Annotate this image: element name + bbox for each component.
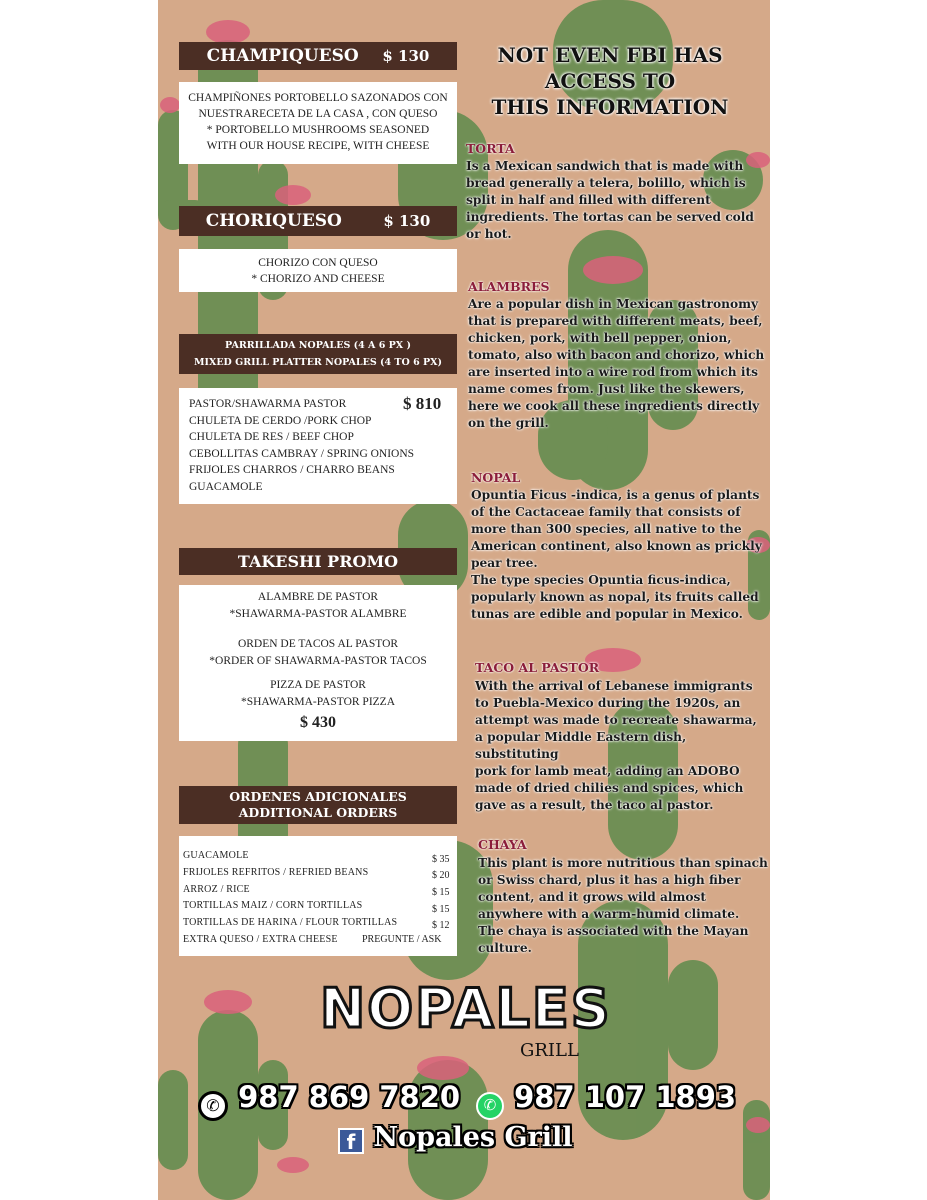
- facebook-name: Nopales Grill: [373, 1122, 573, 1153]
- choriqueso-title: CHORIQUESO: [205, 211, 342, 231]
- takeshi-item1-en: *SHAWARMA-PASTOR ALAMBRE: [229, 607, 407, 620]
- parrillada-item: PASTOR/SHAWARMA PASTOR: [189, 398, 347, 410]
- adicionales-box: [179, 836, 457, 956]
- adicionales-title-en: ADDITIONAL ORDERS: [238, 805, 398, 820]
- brand-logo: [320, 978, 610, 1044]
- taco-pastor-body: With the arrival of Lebanese immigrants to Puebla-Mexico during the 1920s, an attempt was made to recreate shawarma, a popular Middle Eastern dish, substituting pork for lamb meat, adding an ADOBO made of dried chilies and spices, which gave as a result, the taco al pastor.: [475, 679, 757, 812]
- champiqueso-header: [179, 42, 457, 70]
- champiqueso-desc-es: CHAMPIÑONES PORTOBELLO SAZONADOS CON NUESTRARECETA DE LA CASA , CON QUESO: [188, 92, 448, 120]
- nopal-body: Opuntia Ficus -indica, is a genus of plants of the Cactaceae family that consists of more than 300 species, all native to the American continent, also known as prickly pear tree. The type species Opuntia ficus-indica, popularly known as nopal, its fruits called tunas are edible and popular in Mexico.: [471, 488, 762, 621]
- torta-title: TORTA: [466, 141, 515, 156]
- takeshi-title: TAKESHI PROMO: [237, 552, 399, 571]
- whatsapp-contact[interactable]: [476, 1080, 736, 1120]
- takeshi-item2-es: ORDEN DE TACOS AL PASTOR: [237, 638, 399, 650]
- alambres-title: ALAMBRES: [468, 279, 550, 294]
- nopal-title: NOPAL: [471, 470, 521, 485]
- parrillada-price: $ 810: [403, 394, 442, 413]
- additional-order-name: FRIJOLES REFRITOS / REFRIED BEANS: [183, 866, 369, 878]
- champiqueso-title: CHAMPIQUESO: [206, 46, 359, 66]
- chaya-body: This plant is more nutritious than spinach or Swiss chard, plus it has a high fiber content, and it grows wild almost anywhere with a warm-humid climate. The chaya is associated with the Mayan culture.: [478, 856, 768, 955]
- champiqueso-desc-en: * PORTOBELLO MUSHROOMS SEASONED WITH OUR HOUSE RECIPE, WITH CHEESE: [206, 124, 430, 152]
- facebook-contact[interactable]: [338, 1122, 573, 1154]
- additional-order-row: [183, 917, 397, 928]
- additional-order-price: $ 15: [432, 887, 450, 898]
- additional-order-name: EXTRA QUESO / EXTRA CHEESE: [183, 934, 338, 945]
- takeshi-item2-en: *ORDER OF SHAWARMA-PASTOR TACOS: [209, 654, 427, 667]
- menu-panel: [158, 0, 770, 1200]
- additional-order-price: $ 35: [432, 854, 450, 865]
- secret-headline: NOT EVEN FBI HAS ACCESS TO THIS INFORMATION: [491, 43, 729, 119]
- additional-order-name: GUACAMOLE: [183, 850, 249, 861]
- parrillada-item: CHULETA DE CERDO /PORK CHOP: [189, 414, 372, 427]
- choriqueso-header: [179, 206, 457, 236]
- additional-order-name: TORTILLAS MAIZ / CORN TORTILLAS: [183, 900, 363, 912]
- brand-sub: GRILL: [520, 1040, 579, 1061]
- choriqueso-price: $ 130: [383, 212, 431, 230]
- brand-name: NOPALES: [320, 977, 612, 1040]
- choriqueso-box: [179, 249, 457, 292]
- takeshi-box: [179, 585, 457, 741]
- additional-order-row: [183, 867, 368, 878]
- additional-order-name: TORTILLAS DE HARINA / FLOUR TORTILLAS: [183, 917, 398, 929]
- alambres-body: Are a popular dish in Mexican gastronomy that is prepared with different meats, beef, chicken, pork, with bell pepper, onion, tomato, also with bacon and chorizo, which are inserted into a wire rod from which its name comes from. Just like the skewers, here we cook all these ingredients directly on the grill.: [468, 297, 765, 430]
- champiqueso-box: [179, 82, 457, 164]
- chaya-title: CHAYA: [478, 837, 527, 852]
- parrillada-item: CEBOLLITAS CAMBRAY / SPRING ONIONS: [189, 447, 415, 460]
- torta-body: Is a Mexican sandwich that is made with bread generally a telera, bolillo, which is split in half and filled with different ingredients. The tortas can be served cold or hot.: [466, 159, 754, 241]
- facebook-icon: f: [338, 1128, 364, 1154]
- additional-order-price: $ 15: [432, 904, 450, 915]
- parrillada-header: [179, 334, 457, 374]
- takeshi-item3-es: PIZZA DE PASTOR: [270, 679, 366, 691]
- additional-order-row: [183, 934, 338, 945]
- takeshi-item1-es: ALAMBRE DE PASTOR: [257, 591, 379, 603]
- parrillada-item: GUACAMOLE: [189, 480, 263, 493]
- parrillada-item: FRIJOLES CHARROS / CHARRO BEANS: [189, 464, 395, 476]
- additional-order-row: [183, 850, 249, 861]
- additional-order-row: [183, 884, 250, 895]
- parrillada-box: [179, 388, 457, 504]
- takeshi-price: $ 430: [300, 714, 336, 731]
- choriqueso-desc-es: CHORIZO CON QUESO: [258, 257, 378, 269]
- champiqueso-price: $ 130: [382, 47, 430, 65]
- whatsapp-icon: ✆: [476, 1092, 504, 1120]
- choriqueso-desc-en: * CHORIZO AND CHEESE: [251, 273, 385, 285]
- phone-icon: ✆: [198, 1091, 228, 1121]
- additional-order-name: ARROZ / RICE: [183, 883, 250, 895]
- whatsapp-number: 987 107 1893: [514, 1080, 737, 1114]
- takeshi-header: [179, 548, 457, 575]
- taco-pastor-title: TACO AL PASTOR: [475, 660, 600, 675]
- additional-order-row: [183, 900, 362, 911]
- additional-order-price: $ 12: [432, 920, 450, 931]
- parrillada-title-en: MIXED GRILL PLATTER NOPALES (4 TO 6 PX): [193, 357, 443, 368]
- takeshi-item3-en: *SHAWARMA-PASTOR PIZZA: [240, 695, 396, 708]
- phone-contact[interactable]: [198, 1080, 460, 1121]
- additional-order-price: $ 20: [432, 870, 450, 881]
- parrillada-item: CHULETA DE RES / BEEF CHOP: [189, 431, 354, 443]
- adicionales-title-es: ORDENES ADICIONALES: [229, 789, 407, 804]
- adicionales-header: [179, 786, 457, 824]
- phone-number: 987 869 7820: [238, 1080, 461, 1114]
- additional-order-price: PREGUNTE / ASK: [362, 934, 442, 945]
- parrillada-title-es: PARRILLADA NOPALES (4 A 6 PX ): [225, 340, 411, 351]
